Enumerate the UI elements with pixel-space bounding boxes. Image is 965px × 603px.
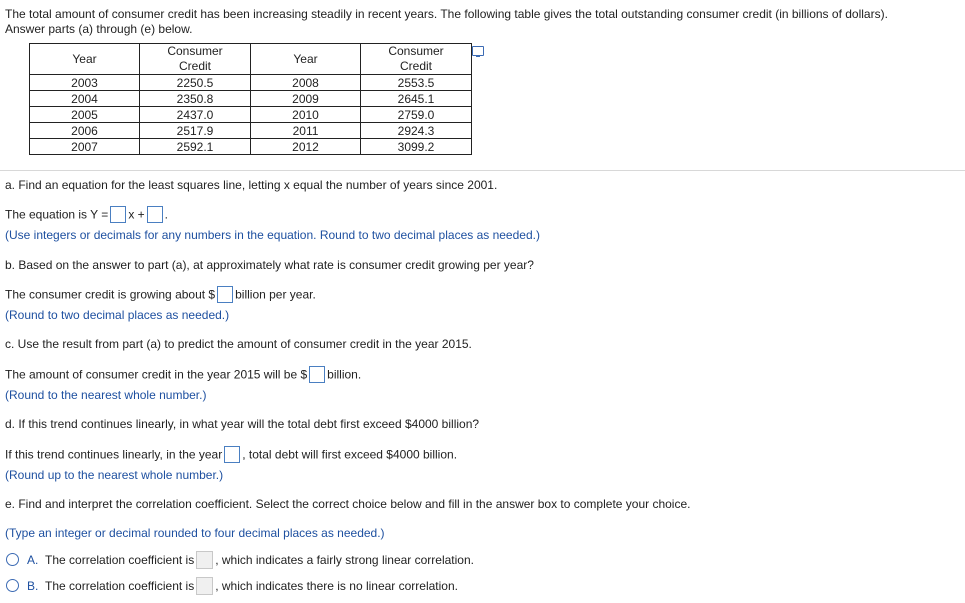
table-cell: 2553.5 [361,75,472,91]
header-credit-1 [140,44,251,75]
table-cell: 2007 [30,139,140,155]
part-c-hint: (Round to the nearest whole number.) [5,388,207,402]
header-credit-word: Consumer [167,44,223,58]
correlation-input-a[interactable] [196,551,213,569]
table-row [30,107,472,123]
part-e-hint: (Type an integer or decimal rounded to four decimal places as needed.) [5,526,385,540]
table-row [30,75,472,91]
part-a-hint: (Use integers or decimals for any numbers in the equation. Round to two decimal places as needed.) [5,228,540,242]
table-cell: 2010 [251,107,361,123]
option-b-pre-text: The correlation coefficient is [45,579,195,594]
part-a-post-text: . [164,207,168,222]
header-year-2: Year [251,44,361,75]
part-b-answer-line [5,287,316,304]
intro-line-2: Answer parts (a) through (e) below. [5,22,193,36]
table-cell: 2350.8 [140,91,251,107]
part-b-pre-text: The consumer credit is growing about $ [5,287,216,302]
table-cell: 2009 [251,91,361,107]
table-cell: 2004 [30,91,140,107]
option-a-pre-text: The correlation coefficient is [45,553,195,568]
table-cell: 2645.1 [361,91,472,107]
exceed-year-input[interactable] [224,446,240,463]
table-cell: 2008 [251,75,361,91]
part-a-answer-line [5,207,168,224]
consumer-credit-table [29,43,472,155]
part-c-answer-line [5,367,361,384]
option-a-radio[interactable] [6,553,19,566]
header-credit-2 [361,44,472,75]
table-cell: 2011 [251,123,361,139]
section-divider [0,170,965,171]
part-c-question: c. Use the result from part (a) to predict the amount of consumer credit in the year 2015. [5,337,472,351]
part-d-hint: (Round up to the nearest whole number.) [5,468,224,482]
part-d-question: d. If this trend continues linearly, in what year will the total debt first exceed $4000 billion? [5,417,480,431]
growth-rate-input[interactable] [217,286,233,303]
part-b-hint: (Round to two decimal places as needed.) [5,308,230,322]
part-d-answer-line [5,447,457,464]
table-cell: 2759.0 [361,107,472,123]
table-cell: 2517.9 [140,123,251,139]
slope-input[interactable] [110,206,126,223]
prediction-2015-input[interactable] [309,366,325,383]
part-c-post-text: billion. [327,367,362,382]
part-b-question: b. Based on the answer to part (a), at approximately what rate is consumer credit growing per year? [5,258,534,272]
copy-table-icon[interactable] [472,46,484,56]
table-row [30,91,472,107]
table-cell: 2012 [251,139,361,155]
table-cell: 2924.3 [361,123,472,139]
part-c-pre-text: The amount of consumer credit in the year 2015 will be $ [5,367,308,382]
option-b-post-text: , which indicates there is no linear correlation. [215,579,458,594]
option-a[interactable] [27,552,474,570]
part-d-pre-text: If this trend continues linearly, in the year [5,447,223,462]
option-b[interactable] [27,578,458,596]
option-a-letter: A. [27,553,39,568]
part-a-question: a. Find an equation for the least squares line, letting x equal the number of years since 2001. [5,178,498,192]
table-header-row [30,44,472,75]
table-cell: 3099.2 [361,139,472,155]
header-year-1: Year [30,44,140,75]
table-cell: 2437.0 [140,107,251,123]
problem-intro [5,7,888,37]
intro-line-1: The total amount of consumer credit has been increasing steadily in recent years. The following table gives the total outstanding consumer credit (in billions of dollars). [5,7,888,21]
part-e-question: e. Find and interpret the correlation coefficient. Select the correct choice below and fill in the answer box to complete your choice. [5,497,691,511]
part-a-mid-text: x + [128,207,145,222]
option-a-post-text: , which indicates a fairly strong linear correlation. [215,553,474,568]
correlation-input-b[interactable] [196,577,213,595]
header-credit-word: Credit [178,59,211,73]
header-credit-word: Consumer [388,44,444,58]
table-cell: 2003 [30,75,140,91]
part-d-post-text: , total debt will first exceed $4000 billion. [242,447,458,462]
table-cell: 2250.5 [140,75,251,91]
intercept-input[interactable] [147,206,163,223]
header-credit-word: Credit [399,59,432,73]
part-b-post-text: billion per year. [235,287,316,302]
table-row [30,123,472,139]
option-b-radio[interactable] [6,579,19,592]
option-b-letter: B. [27,579,39,594]
table-cell: 2005 [30,107,140,123]
table-row [30,139,472,155]
part-a-pre-text: The equation is Y = [5,207,109,222]
table-cell: 2006 [30,123,140,139]
table-cell: 2592.1 [140,139,251,155]
